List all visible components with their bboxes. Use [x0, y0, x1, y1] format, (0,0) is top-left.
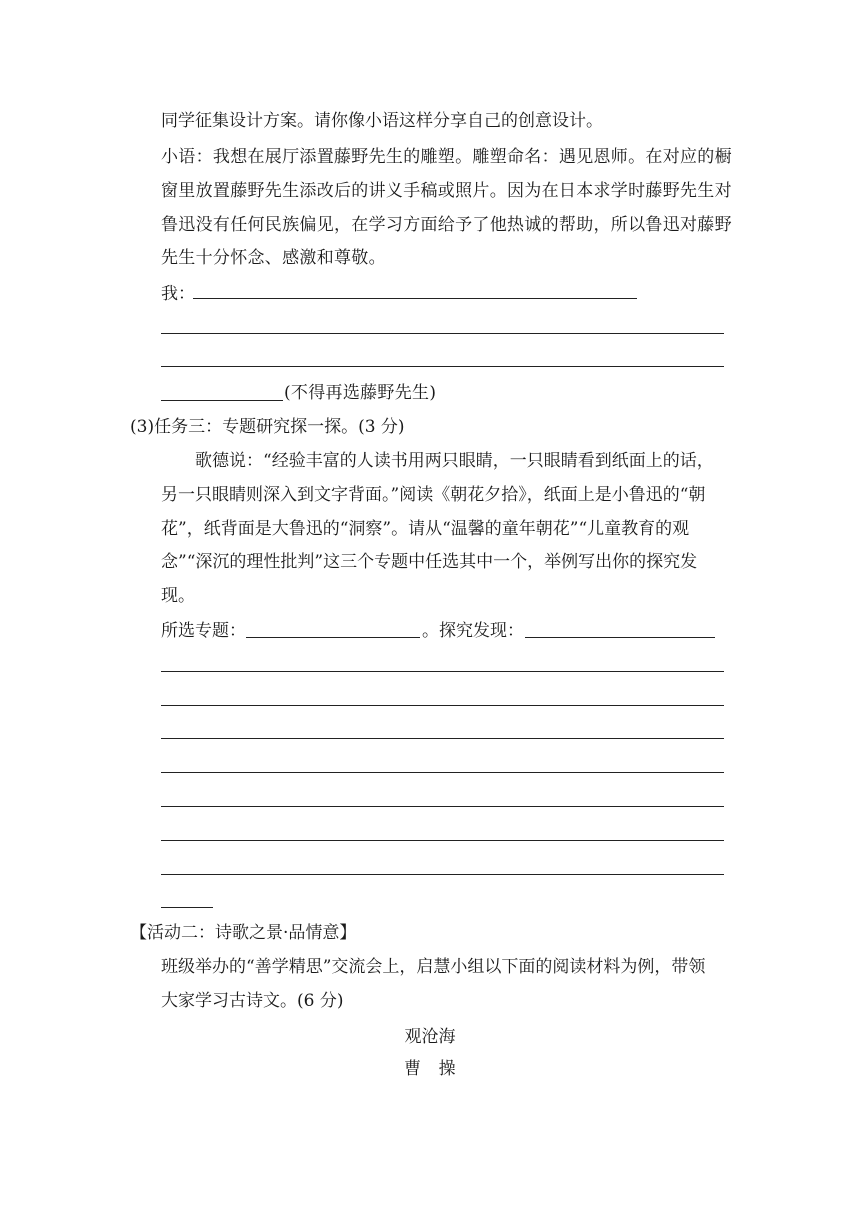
me-label: 我：	[161, 284, 195, 304]
answer-line[interactable]	[161, 671, 724, 672]
answer-line[interactable]	[161, 705, 724, 706]
answer-line-me[interactable]	[193, 298, 637, 299]
poem-author: 曹 操	[404, 1059, 456, 1079]
task3-line-2: 另一只眼睛则深入到文字背面。”阅读《朝花夕拾》，纸面上是小鲁迅的“朝	[161, 485, 706, 505]
answer-line[interactable]	[161, 874, 724, 875]
task3-line-3: 花”，纸背面是大鲁迅的“洞察”。请从“温馨的童年朝花”“儿童教育的观	[161, 519, 690, 539]
xiaoyu-line-1: 小语：我想在展厅添置藤野先生的雕塑。雕塑命名：遇见恩师。在对应的橱	[161, 147, 732, 167]
xiaoyu-line-4: 先生十分怀念、感激和尊敬。	[161, 248, 386, 268]
answer-line[interactable]	[161, 366, 724, 367]
note-no-fujino: (不得再选藤野先生)	[284, 383, 437, 403]
intro-line: 同学征集设计方案。请你像小语这样分享自己的创意设计。	[161, 111, 603, 131]
activity2-line-2: 大家学习古诗文。(6 分)	[161, 991, 344, 1011]
topic-answer-line[interactable]	[246, 637, 420, 638]
answer-line[interactable]	[161, 840, 724, 841]
finding-label: 。探究发现：	[422, 621, 524, 641]
finding-answer-line[interactable]	[525, 637, 715, 638]
task3-line-5: 现。	[161, 586, 195, 606]
answer-line[interactable]	[161, 806, 724, 807]
activity2-line-1: 班级举办的“善学精思”交流会上，启慧小组以下面的阅读材料为例，带领	[161, 957, 706, 977]
task3-line-4: 念”“深沉的理性批判”这三个专题中任选其中一个，举例写出你的探究发	[161, 552, 698, 572]
answer-line-short[interactable]	[161, 400, 283, 401]
answer-line[interactable]	[161, 738, 724, 739]
task3-line-1: 歌德说：“经验丰富的人读书用两只眼睛，一只眼睛看到纸面上的话，	[195, 451, 714, 471]
answer-line[interactable]	[161, 772, 724, 773]
poem-title: 观沧海	[404, 1027, 456, 1047]
activity2-heading: 【活动二：诗歌之景·品情意】	[130, 923, 357, 943]
xiaoyu-line-2: 窗里放置藤野先生添改后的讲义手稿或照片。因为在日本求学时藤野先生对	[161, 181, 732, 201]
xiaoyu-line-3: 鲁迅没有任何民族偏见，在学习方面给予了他热诚的帮助，所以鲁迅对藤野	[161, 215, 732, 235]
task3-heading: (3)任务三：专题研究探一探。(3 分)	[130, 417, 405, 437]
topic-label: 所选专题：	[161, 621, 246, 641]
answer-line[interactable]	[161, 333, 724, 334]
answer-line-short[interactable]	[161, 907, 213, 908]
